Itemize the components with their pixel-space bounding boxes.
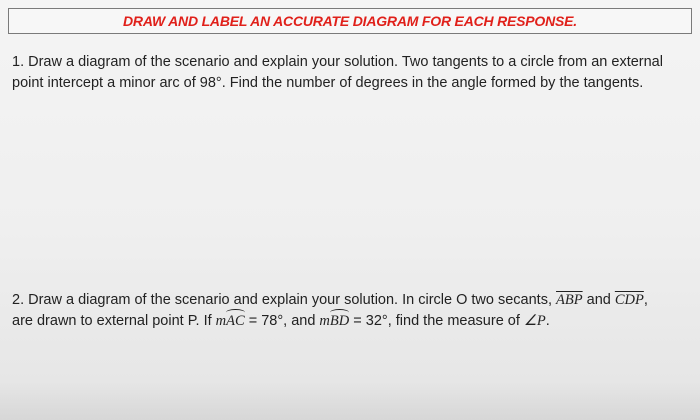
instructions-title: DRAW AND LABEL AN ACCURATE DIAGRAM FOR EACH RESPONSE. xyxy=(123,13,577,29)
measure-m-1: m xyxy=(215,313,227,329)
secant-cdp: $\overline{CDP}$ xyxy=(614,292,644,308)
question-2-comma: , xyxy=(643,292,648,308)
question-2-and: and xyxy=(582,292,615,308)
question-2-intro: 2. Draw a diagram of the scenario and explain your solution. In circle O two secants, xyxy=(12,292,557,308)
question-2-line-2-start: are drawn to external point P. If xyxy=(12,313,216,329)
angle-p: ∠P xyxy=(523,313,546,329)
question-2-end: . xyxy=(545,313,550,329)
measure-m-2: m xyxy=(319,313,330,329)
instructions-header xyxy=(8,8,692,34)
question-2-eq-2: = 32°, find the measure of xyxy=(349,313,524,329)
question-1 xyxy=(12,52,688,94)
photo-shadow xyxy=(0,380,700,420)
question-2-line-2 xyxy=(12,311,688,332)
question-2 xyxy=(12,290,688,332)
question-2-eq-1: = 78°, and xyxy=(244,313,320,329)
question-1-line-1: 1. Draw a diagram of the scenario and explain your solution. Two tangents to a circle from an external xyxy=(12,54,663,70)
secant-abp: $\overline{ABP}$ xyxy=(556,292,583,308)
question-2-line-1 xyxy=(12,290,688,311)
question-1-line-2: point intercept a minor arc of 98°. Find the number of degrees in the angle formed by the tangents. xyxy=(12,75,644,91)
arc-bd: BD xyxy=(330,311,349,332)
arc-ac: AC xyxy=(226,311,245,332)
